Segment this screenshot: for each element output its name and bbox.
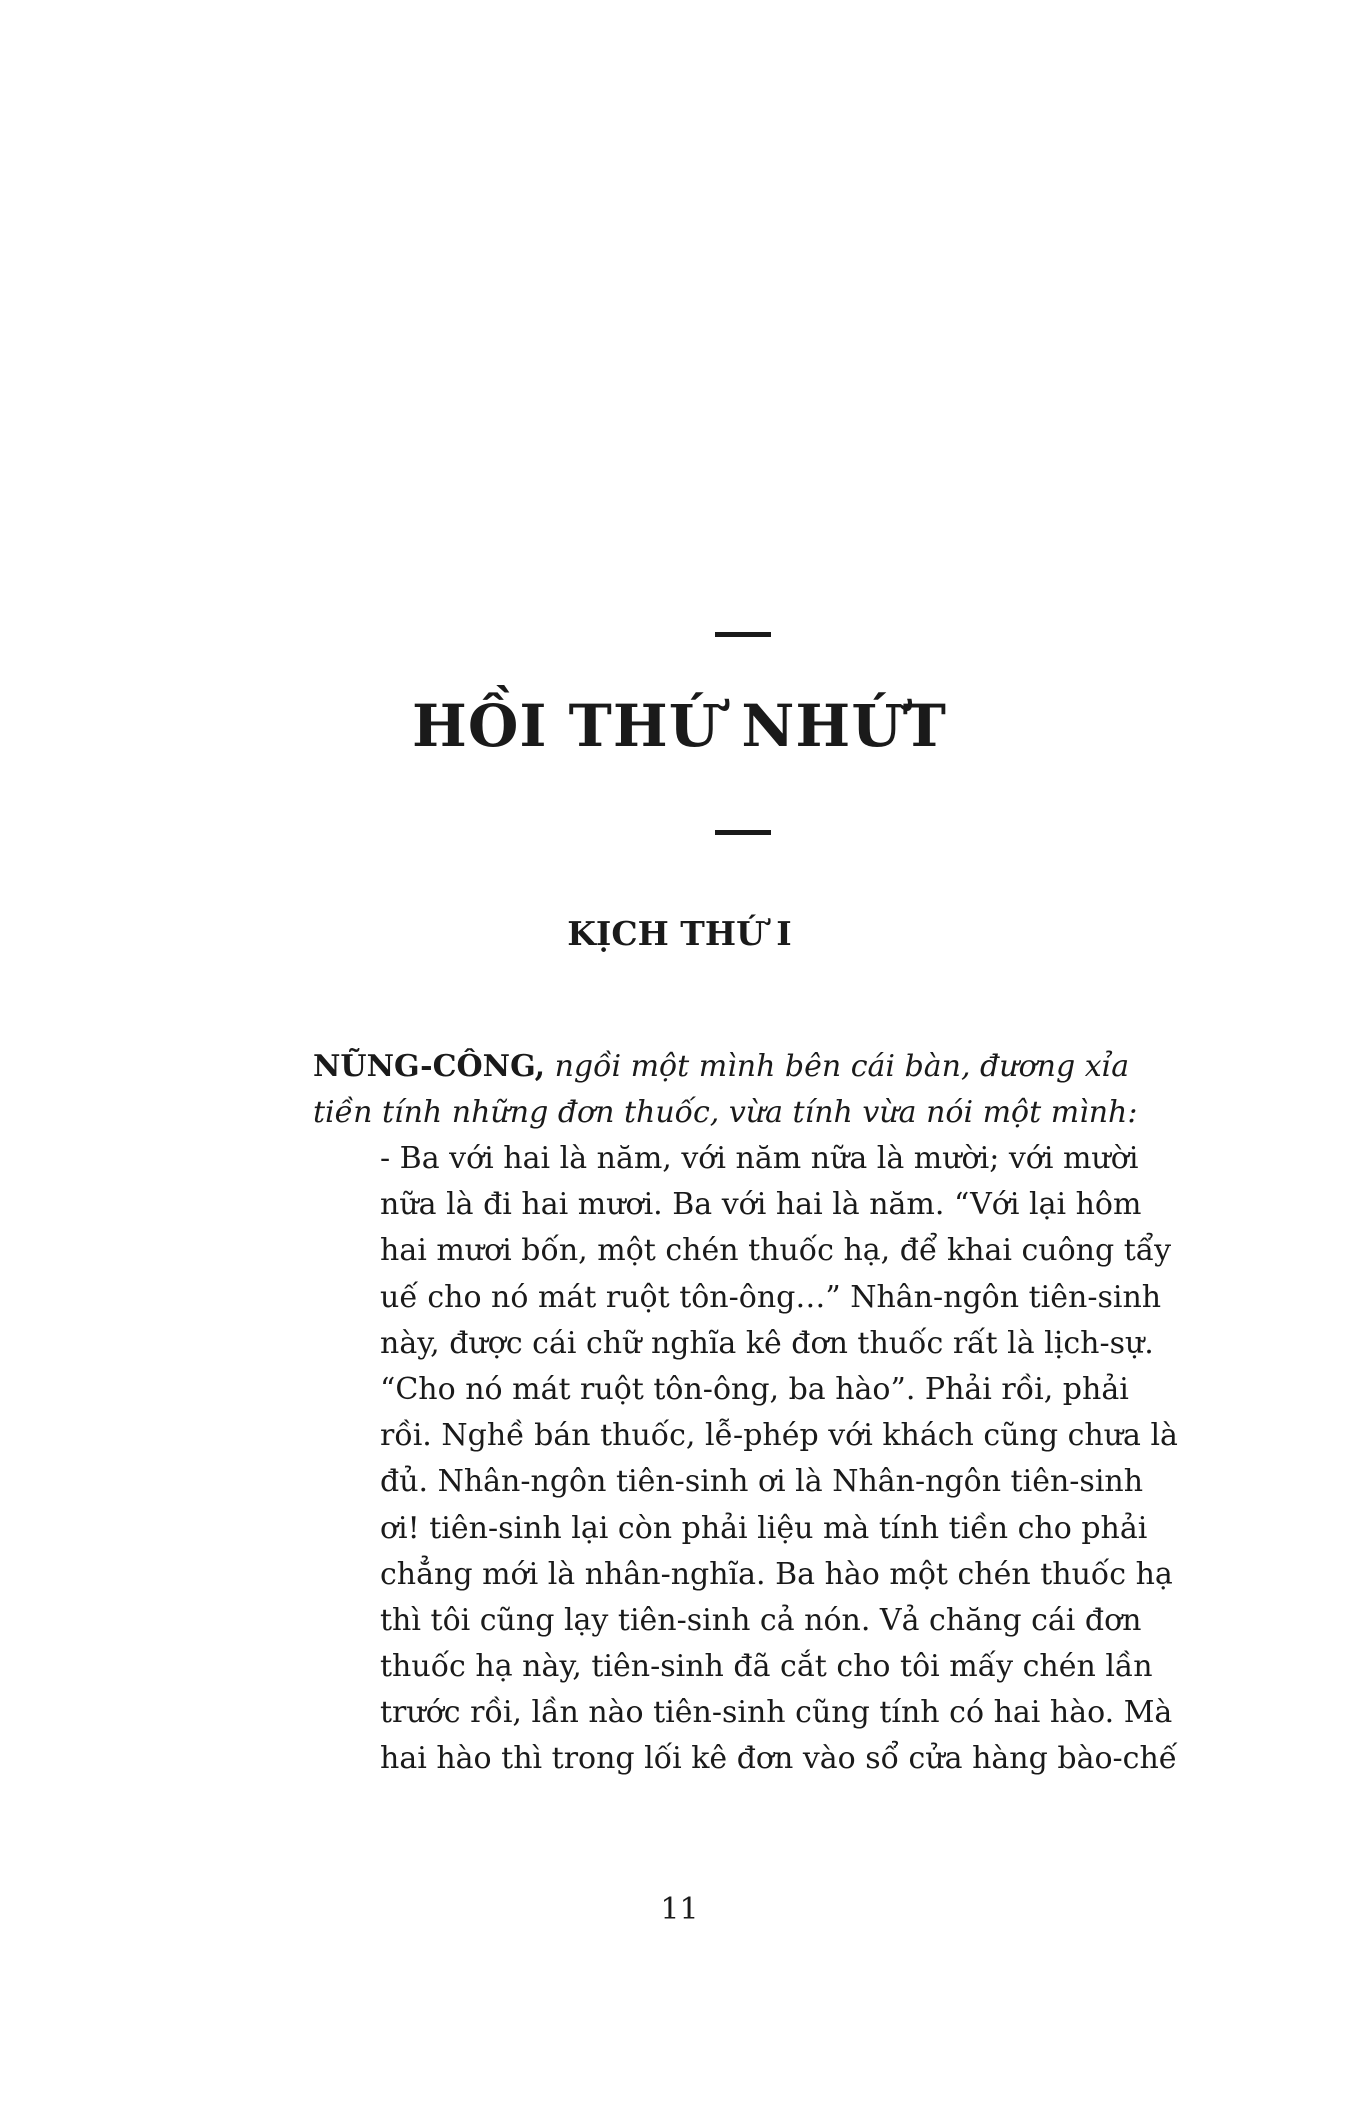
speech-line: ơi! tiên-sinh lại còn phải liệu mà tính tiền cho phải — [380, 1510, 1148, 1546]
speech-line: trước rồi, lần nào tiên-sinh cũng tính có hai hào. Mà — [380, 1695, 1173, 1731]
speech-line: chẳng mới là nhân-nghĩa. Ba hào một chén thuốc hạ — [380, 1556, 1173, 1592]
stage-direction — [313, 1044, 1158, 1136]
chapter-title: HỒI THỨ NHỨT — [412, 692, 947, 760]
speech-line: hai hào thì trong lối kê đơn vào sổ cửa hàng bào-chế — [380, 1741, 1178, 1777]
speech-body — [380, 1136, 1178, 1783]
stage-direction-line-1 — [313, 1044, 1158, 1090]
stage-direction-text-1: ngồi một mình bên cái bàn, đương xỉa — [545, 1049, 1130, 1084]
speech-line: uế cho nó mát ruột tôn-ông…” Nhân-ngôn tiên-sinh — [380, 1279, 1162, 1315]
stage-direction-text-2: tiền tính những đơn thuốc, vừa tính vừa nói một mình: — [313, 1095, 1138, 1130]
page-number: 11 — [660, 1892, 699, 1927]
speech-line: - Ba với hai là năm, với năm nữa là mười; với mười — [380, 1141, 1139, 1176]
speech-line: thuốc hạ này, tiên-sinh đã cắt cho tôi mấy chén lần — [380, 1649, 1153, 1685]
speech-line: hai mươi bốn, một chén thuốc hạ, để khai cuông tẩy — [380, 1233, 1172, 1269]
speech-line: rồi. Nghề bán thuốc, lễ-phép với khách cũng chưa là — [380, 1418, 1178, 1454]
speech-line: nữa là đi hai mươi. Ba với hai là năm. “Với lại hôm — [380, 1187, 1142, 1223]
speech-line: thì tôi cũng lạy tiên-sinh cả nón. Vả chăng cái đơn — [380, 1602, 1142, 1638]
speech-line: này, được cái chữ nghĩa kê đơn thuốc rất là lịch-sự. — [380, 1325, 1154, 1361]
speech-line: “Cho nó mát ruột tôn-ông, ba hào”. Phải rồi, phải — [380, 1371, 1129, 1407]
chapter-bottom-rule — [715, 830, 771, 835]
speaker-name: NŨNG-CÔNG, — [313, 1049, 546, 1084]
speech-line: đủ. Nhân-ngôn tiên-sinh ơi là Nhân-ngôn tiên-sinh — [380, 1464, 1144, 1500]
chapter-top-rule — [715, 632, 771, 637]
scene-title: KỊCH THỨ I — [567, 914, 792, 953]
